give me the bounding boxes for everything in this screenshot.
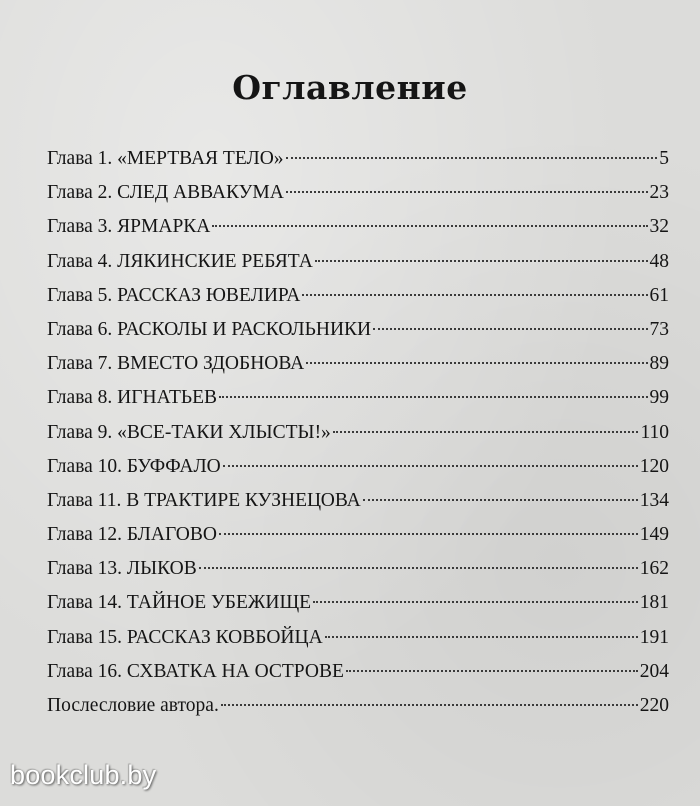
toc-leader-dots [325,636,638,638]
toc-entry-page: 191 [639,626,669,648]
toc-entry-label: Глава 1. «МЕРТВАЯ ТЕЛО» [47,148,284,169]
toc-entry [47,456,669,490]
toc-leader-dots [221,704,638,706]
toc-entry [47,558,669,592]
toc-leader-dots [302,294,647,296]
toc-entry-page: 99 [649,387,669,409]
toc-entry-page: 134 [639,489,669,511]
toc-entry-label: Глава 6. РАСКОЛЫ И РАСКОЛЬНИКИ [47,318,372,340]
toc-entry [47,216,669,250]
toc-leader-dots [219,396,647,398]
toc-leader-dots [313,601,638,603]
toc-leader-dots [219,533,638,535]
watermark-text: bookclub.by [10,760,157,790]
toc-leader-dots [373,328,647,330]
toc-entry-label: Глава 3. ЯРМАРКА [47,216,211,238]
toc-entry-page: 48 [649,250,669,272]
toc-leader-dots [315,260,648,262]
toc-entry-page: 5 [659,148,669,169]
toc-entry-page: 23 [649,182,669,204]
toc-entry [47,182,669,216]
toc-entry-label: Глава 8. ИГНАТЬЕВ [47,387,218,409]
toc-entry-label: Глава 2. СЛЕД АВВАКУМА [47,182,284,204]
toc-entry-label: Глава 11. В ТРАКТИРЕ КУЗНЕЦОВА [47,489,361,511]
toc-entry-label: Глава 15. РАССКАЗ КОВБОЙЦА [47,626,323,648]
toc-entry [47,353,669,387]
toc-entry-label: Глава 7. ВМЕСТО ЗДОБНОВА [47,353,305,375]
toc-entry-label: Глава 5. РАССКАЗ ЮВЕЛИРА [47,284,301,306]
toc-entry-label: Глава 10. БУФФАЛО [47,455,221,477]
toc-entry [47,148,669,182]
toc-entry-page: 120 [639,455,669,477]
toc-entry [47,661,669,695]
toc-leader-dots [346,670,638,672]
toc-entry [47,592,669,626]
toc-entry-label: Глава 9. «ВСЕ-ТАКИ ХЛЫСТЫ!» [47,421,331,443]
table-of-contents [47,148,669,729]
toc-leader-dots [199,567,638,569]
toc-entry-label: Послесловие автора. [47,695,219,716]
toc-entry-afterword [47,695,669,729]
toc-leader-dots [363,499,638,501]
toc-entry [47,387,669,421]
toc-entry [47,490,669,524]
toc-entry-page: 89 [649,353,669,375]
toc-entry [47,285,669,319]
toc-entry-page: 220 [639,695,669,716]
toc-entry [47,251,669,285]
toc-entry-page: 181 [639,592,669,614]
toc-entry-page: 204 [639,660,669,682]
toc-leader-dots [286,191,648,193]
toc-entry [47,319,669,353]
toc-entry-label: Глава 13. ЛЫКОВ [47,558,197,580]
toc-entry-label: Глава 14. ТАЙНОЕ УБЕЖИЩЕ [47,592,312,614]
toc-entry-page: 149 [639,524,669,546]
toc-entry [47,627,669,661]
toc-leader-dots [286,157,658,159]
toc-entry-label: Глава 16. СХВАТКА НА ОСТРОВЕ [47,660,344,682]
toc-entry-page: 73 [649,318,669,340]
toc-entry-label: Глава 4. ЛЯКИНСКИЕ РЕБЯТА [47,250,313,272]
toc-entry [47,422,669,456]
page-title: Оглавление [232,68,468,107]
toc-leader-dots [223,465,638,467]
toc-entry-page: 162 [639,558,669,580]
toc-entry [47,524,669,558]
toc-entry-page: 110 [640,421,669,443]
toc-entry-page: 61 [649,284,669,306]
toc-entry-page: 32 [649,216,669,238]
toc-leader-dots [212,225,647,227]
toc-leader-dots [306,362,647,364]
toc-entry-label: Глава 12. БЛАГОВО [47,524,217,546]
toc-leader-dots [333,431,639,433]
